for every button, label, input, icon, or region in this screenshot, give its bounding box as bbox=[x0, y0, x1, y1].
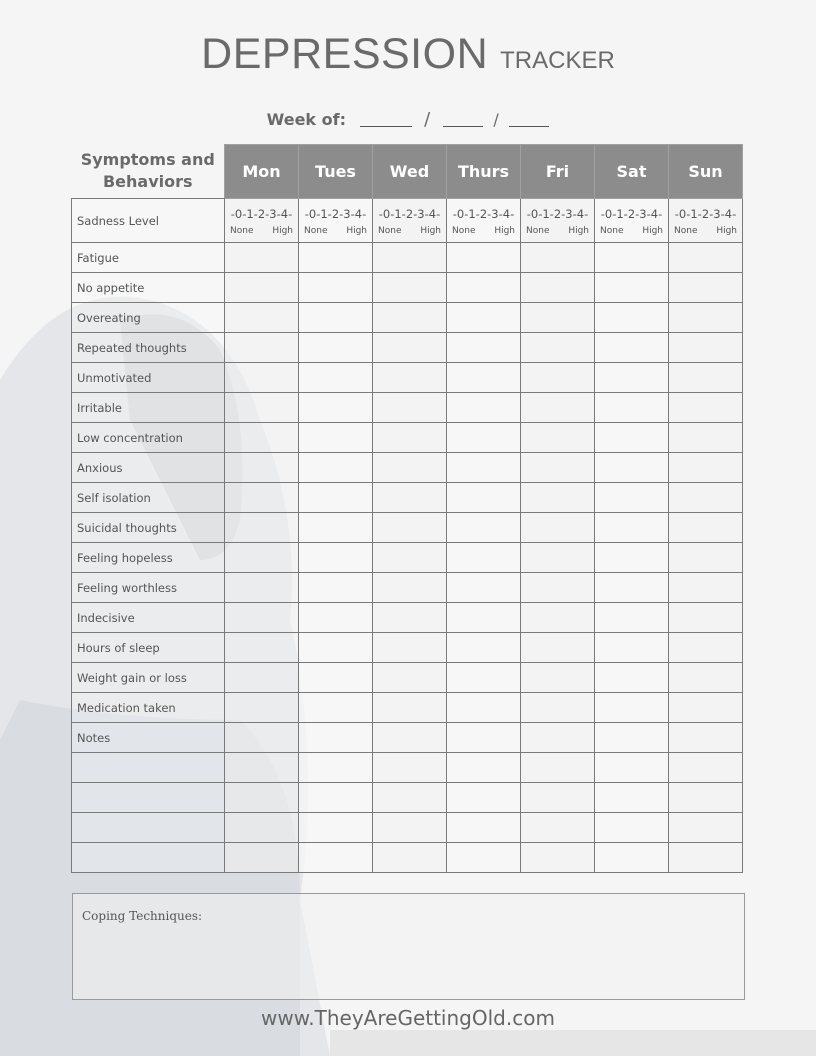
entry-cell[interactable] bbox=[447, 603, 521, 633]
sadness-scale bbox=[669, 205, 742, 237]
table-row bbox=[72, 813, 743, 843]
scale-ends bbox=[521, 225, 594, 237]
entry-cell[interactable] bbox=[595, 543, 669, 573]
entry-cell[interactable] bbox=[225, 513, 299, 543]
entry-cell[interactable] bbox=[225, 199, 299, 243]
row-label: Unmotivated bbox=[72, 363, 225, 393]
entry-cell[interactable] bbox=[373, 843, 447, 873]
table-row bbox=[72, 453, 743, 483]
entry-cell[interactable] bbox=[669, 843, 743, 873]
sadness-scale bbox=[595, 205, 668, 237]
row-label bbox=[72, 783, 225, 813]
table-row bbox=[72, 423, 743, 453]
row-label: Irritable bbox=[72, 393, 225, 423]
table-row bbox=[72, 633, 743, 663]
row-label: Repeated thoughts bbox=[72, 333, 225, 363]
entry-cell[interactable] bbox=[225, 273, 299, 303]
day-header-mon: Mon bbox=[225, 145, 299, 199]
scale-low-label: None bbox=[526, 225, 550, 236]
scale-low-label: None bbox=[378, 225, 402, 236]
entry-cell[interactable] bbox=[225, 393, 299, 423]
entry-cell[interactable] bbox=[373, 693, 447, 723]
sadness-scale bbox=[447, 205, 520, 237]
scale-ends bbox=[225, 225, 298, 237]
entry-cell[interactable] bbox=[669, 199, 743, 243]
entry-cell[interactable] bbox=[225, 783, 299, 813]
entry-cell[interactable] bbox=[373, 483, 447, 513]
table-row bbox=[72, 603, 743, 633]
entry-cell[interactable] bbox=[595, 603, 669, 633]
entry-cell[interactable] bbox=[669, 603, 743, 633]
entry-cell[interactable] bbox=[299, 303, 373, 333]
entry-cell[interactable] bbox=[299, 783, 373, 813]
entry-cell[interactable] bbox=[669, 333, 743, 363]
entry-cell[interactable] bbox=[595, 663, 669, 693]
scale-steps: -0-1-2-3-4- bbox=[526, 206, 589, 221]
table-row bbox=[72, 843, 743, 873]
day-header-wed: Wed bbox=[373, 145, 447, 199]
entry-cell[interactable] bbox=[595, 423, 669, 453]
entry-cell[interactable] bbox=[447, 573, 521, 603]
entry-cell[interactable] bbox=[447, 513, 521, 543]
entry-cell[interactable] bbox=[299, 513, 373, 543]
scale-high-label: High bbox=[272, 225, 293, 236]
entry-cell[interactable] bbox=[373, 603, 447, 633]
table-row bbox=[72, 753, 743, 783]
row-label: Feeling worthless bbox=[72, 573, 225, 603]
day-header-thurs: Thurs bbox=[447, 145, 521, 199]
entry-cell[interactable] bbox=[373, 363, 447, 393]
entry-cell[interactable] bbox=[521, 483, 595, 513]
entry-cell[interactable] bbox=[669, 693, 743, 723]
scale-steps: -0-1-2-3-4- bbox=[674, 206, 737, 221]
entry-cell[interactable] bbox=[225, 573, 299, 603]
entry-cell[interactable] bbox=[595, 303, 669, 333]
entry-cell[interactable] bbox=[447, 693, 521, 723]
entry-cell[interactable] bbox=[521, 783, 595, 813]
row-label: Overeating bbox=[72, 303, 225, 333]
entry-cell[interactable] bbox=[299, 843, 373, 873]
week-of-line bbox=[0, 109, 816, 130]
entry-cell[interactable] bbox=[595, 723, 669, 753]
day-header-sun: Sun bbox=[669, 145, 743, 199]
entry-cell[interactable] bbox=[447, 453, 521, 483]
entry-cell[interactable] bbox=[447, 843, 521, 873]
entry-cell[interactable] bbox=[225, 243, 299, 273]
entry-cell[interactable] bbox=[225, 813, 299, 843]
entry-cell[interactable] bbox=[225, 423, 299, 453]
scale-low-label: None bbox=[230, 225, 254, 236]
entry-cell[interactable] bbox=[299, 663, 373, 693]
entry-cell[interactable] bbox=[669, 633, 743, 663]
scale-low-label: None bbox=[452, 225, 476, 236]
entry-cell[interactable] bbox=[225, 633, 299, 663]
row-label: Sadness Level bbox=[72, 199, 225, 243]
entry-cell[interactable] bbox=[521, 663, 595, 693]
entry-cell[interactable] bbox=[225, 753, 299, 783]
table-row bbox=[72, 333, 743, 363]
entry-cell[interactable] bbox=[373, 273, 447, 303]
entry-cell[interactable] bbox=[521, 813, 595, 843]
title-sub: TRACKER bbox=[500, 47, 615, 74]
table-row bbox=[72, 783, 743, 813]
entry-cell[interactable] bbox=[669, 663, 743, 693]
entry-cell[interactable] bbox=[373, 423, 447, 453]
entry-cell[interactable] bbox=[669, 513, 743, 543]
entry-cell[interactable] bbox=[299, 273, 373, 303]
entry-cell[interactable] bbox=[225, 303, 299, 333]
entry-cell[interactable] bbox=[225, 663, 299, 693]
scale-high-label: High bbox=[568, 225, 589, 236]
entry-cell[interactable] bbox=[521, 423, 595, 453]
entry-cell[interactable] bbox=[521, 843, 595, 873]
entry-cell[interactable] bbox=[595, 633, 669, 663]
scale-high-label: High bbox=[494, 225, 515, 236]
scale-ends bbox=[299, 225, 372, 237]
entry-cell[interactable] bbox=[669, 573, 743, 603]
scale-low-label: None bbox=[304, 225, 328, 236]
entry-cell[interactable] bbox=[669, 273, 743, 303]
entry-cell[interactable] bbox=[447, 303, 521, 333]
scale-low-label: None bbox=[600, 225, 624, 236]
coping-techniques-box[interactable] bbox=[72, 893, 745, 1000]
entry-cell[interactable] bbox=[373, 393, 447, 423]
entry-cell[interactable] bbox=[225, 333, 299, 363]
entry-cell[interactable] bbox=[595, 513, 669, 543]
entry-cell[interactable] bbox=[521, 273, 595, 303]
entry-cell[interactable] bbox=[447, 813, 521, 843]
entry-cell[interactable] bbox=[373, 199, 447, 243]
entry-cell[interactable] bbox=[595, 393, 669, 423]
entry-cell[interactable] bbox=[595, 273, 669, 303]
entry-cell[interactable] bbox=[373, 543, 447, 573]
entry-cell[interactable] bbox=[595, 483, 669, 513]
title-main: DEPRESSION bbox=[201, 30, 489, 78]
entry-cell[interactable] bbox=[521, 753, 595, 783]
row-label: No appetite bbox=[72, 273, 225, 303]
entry-cell[interactable] bbox=[521, 363, 595, 393]
row-label: Feeling hopeless bbox=[72, 543, 225, 573]
entry-cell[interactable] bbox=[225, 363, 299, 393]
coping-techniques-label: Coping Techniques: bbox=[82, 909, 203, 923]
entry-cell[interactable] bbox=[299, 423, 373, 453]
entry-cell[interactable] bbox=[447, 633, 521, 663]
day-header-tues: Tues bbox=[299, 145, 373, 199]
scale-high-label: High bbox=[642, 225, 663, 236]
scale-ends bbox=[595, 225, 668, 237]
entry-cell[interactable] bbox=[521, 543, 595, 573]
scale-ends bbox=[373, 225, 446, 237]
day-header-fri: Fri bbox=[521, 145, 595, 199]
page-title bbox=[0, 30, 816, 79]
entry-cell[interactable] bbox=[373, 573, 447, 603]
scale-steps: -0-1-2-3-4- bbox=[600, 206, 663, 221]
table-row bbox=[72, 723, 743, 753]
entry-cell[interactable] bbox=[669, 483, 743, 513]
sadness-scale bbox=[225, 205, 298, 237]
entry-cell[interactable] bbox=[299, 693, 373, 723]
scale-high-label: High bbox=[346, 225, 367, 236]
table-row bbox=[72, 363, 743, 393]
entry-cell[interactable] bbox=[595, 243, 669, 273]
entry-cell[interactable] bbox=[373, 783, 447, 813]
table-row bbox=[72, 693, 743, 723]
symptom-table bbox=[71, 144, 743, 873]
week-month-blank[interactable] bbox=[360, 110, 412, 127]
footer-url: www.TheyAreGettingOld.com bbox=[261, 1006, 555, 1030]
entry-cell[interactable] bbox=[669, 783, 743, 813]
entry-cell[interactable] bbox=[299, 633, 373, 663]
entry-cell[interactable] bbox=[447, 393, 521, 423]
table-row bbox=[72, 199, 743, 243]
entry-cell[interactable] bbox=[595, 843, 669, 873]
entry-cell[interactable] bbox=[373, 723, 447, 753]
entry-cell[interactable] bbox=[299, 723, 373, 753]
entry-cell[interactable] bbox=[299, 483, 373, 513]
row-label: Hours of sleep bbox=[72, 633, 225, 663]
entry-cell[interactable] bbox=[299, 243, 373, 273]
row-label: Weight gain or loss bbox=[72, 663, 225, 693]
table-row bbox=[72, 243, 743, 273]
entry-cell[interactable] bbox=[669, 393, 743, 423]
entry-cell[interactable] bbox=[521, 513, 595, 543]
entry-cell[interactable] bbox=[447, 783, 521, 813]
entry-cell[interactable] bbox=[373, 663, 447, 693]
entry-cell[interactable] bbox=[669, 363, 743, 393]
scale-steps: -0-1-2-3-4- bbox=[230, 206, 293, 221]
row-label bbox=[72, 843, 225, 873]
entry-cell[interactable] bbox=[521, 333, 595, 363]
entry-cell[interactable] bbox=[669, 303, 743, 333]
entry-cell[interactable] bbox=[373, 513, 447, 543]
entry-cell[interactable] bbox=[669, 723, 743, 753]
entry-cell[interactable] bbox=[447, 753, 521, 783]
entry-cell[interactable] bbox=[373, 453, 447, 483]
entry-cell[interactable] bbox=[595, 333, 669, 363]
entry-cell[interactable] bbox=[373, 333, 447, 363]
entry-cell[interactable] bbox=[521, 723, 595, 753]
table-row bbox=[72, 543, 743, 573]
week-year-blank[interactable] bbox=[509, 110, 549, 127]
row-label: Fatigue bbox=[72, 243, 225, 273]
row-label: Indecisive bbox=[72, 603, 225, 633]
entry-cell[interactable] bbox=[669, 753, 743, 783]
entry-cell[interactable] bbox=[299, 363, 373, 393]
table-row bbox=[72, 393, 743, 423]
entry-cell[interactable] bbox=[373, 243, 447, 273]
row-label: Suicidal thoughts bbox=[72, 513, 225, 543]
row-label bbox=[72, 753, 225, 783]
table-row bbox=[72, 663, 743, 693]
entry-cell[interactable] bbox=[669, 243, 743, 273]
week-slash-2: / bbox=[493, 110, 499, 129]
scale-ends bbox=[669, 225, 742, 237]
entry-cell[interactable] bbox=[447, 243, 521, 273]
entry-cell[interactable] bbox=[447, 273, 521, 303]
entry-cell[interactable] bbox=[595, 363, 669, 393]
entry-cell[interactable] bbox=[521, 693, 595, 723]
entry-cell[interactable] bbox=[595, 693, 669, 723]
entry-cell[interactable] bbox=[669, 453, 743, 483]
entry-cell[interactable] bbox=[595, 453, 669, 483]
entry-cell[interactable] bbox=[447, 543, 521, 573]
entry-cell[interactable] bbox=[299, 199, 373, 243]
entry-cell[interactable] bbox=[595, 573, 669, 603]
row-label: Low concentration bbox=[72, 423, 225, 453]
entry-cell[interactable] bbox=[225, 843, 299, 873]
scale-steps: -0-1-2-3-4- bbox=[452, 206, 515, 221]
entry-cell[interactable] bbox=[373, 813, 447, 843]
entry-cell[interactable] bbox=[373, 753, 447, 783]
sadness-scale bbox=[373, 205, 446, 237]
week-label: Week of: bbox=[266, 110, 346, 129]
entry-cell[interactable] bbox=[299, 573, 373, 603]
entry-cell[interactable] bbox=[373, 303, 447, 333]
table-row bbox=[72, 303, 743, 333]
entry-cell[interactable] bbox=[447, 363, 521, 393]
sadness-scale bbox=[299, 205, 372, 237]
entry-cell[interactable] bbox=[521, 453, 595, 483]
row-label bbox=[72, 813, 225, 843]
entry-cell[interactable] bbox=[447, 333, 521, 363]
row-label: Medication taken bbox=[72, 693, 225, 723]
entry-cell[interactable] bbox=[669, 813, 743, 843]
entry-cell[interactable] bbox=[595, 783, 669, 813]
entry-cell[interactable] bbox=[447, 199, 521, 243]
scale-low-label: None bbox=[674, 225, 698, 236]
entry-cell[interactable] bbox=[521, 573, 595, 603]
entry-cell[interactable] bbox=[225, 483, 299, 513]
entry-cell[interactable] bbox=[225, 603, 299, 633]
scale-steps: -0-1-2-3-4- bbox=[378, 206, 441, 221]
day-header-sat: Sat bbox=[595, 145, 669, 199]
entry-cell[interactable] bbox=[669, 423, 743, 453]
entry-cell[interactable] bbox=[299, 393, 373, 423]
entry-cell[interactable] bbox=[447, 723, 521, 753]
entry-cell[interactable] bbox=[225, 453, 299, 483]
entry-cell[interactable] bbox=[225, 693, 299, 723]
entry-cell[interactable] bbox=[521, 603, 595, 633]
entry-cell[interactable] bbox=[299, 543, 373, 573]
sadness-scale bbox=[521, 205, 594, 237]
entry-cell[interactable] bbox=[299, 333, 373, 363]
entry-cell[interactable] bbox=[521, 303, 595, 333]
entry-cell[interactable] bbox=[447, 663, 521, 693]
entry-cell[interactable] bbox=[595, 199, 669, 243]
week-day-blank[interactable] bbox=[443, 110, 483, 127]
entry-cell[interactable] bbox=[447, 423, 521, 453]
row-label: Anxious bbox=[72, 453, 225, 483]
entry-cell[interactable] bbox=[373, 633, 447, 663]
scale-high-label: High bbox=[420, 225, 441, 236]
entry-cell[interactable] bbox=[521, 633, 595, 663]
table-row bbox=[72, 573, 743, 603]
entry-cell[interactable] bbox=[299, 603, 373, 633]
scale-steps: -0-1-2-3-4- bbox=[304, 206, 367, 221]
entry-cell[interactable] bbox=[595, 753, 669, 783]
table-row bbox=[72, 513, 743, 543]
week-slash-1: / bbox=[424, 109, 431, 130]
symptoms-column-header: Symptoms and Behaviors bbox=[72, 145, 225, 199]
table-row bbox=[72, 483, 743, 513]
entry-cell[interactable] bbox=[521, 199, 595, 243]
row-label: Self isolation bbox=[72, 483, 225, 513]
entry-cell[interactable] bbox=[669, 543, 743, 573]
entry-cell[interactable] bbox=[521, 393, 595, 423]
scale-ends bbox=[447, 225, 520, 237]
entry-cell[interactable] bbox=[595, 813, 669, 843]
entry-cell[interactable] bbox=[299, 453, 373, 483]
scale-high-label: High bbox=[716, 225, 737, 236]
entry-cell[interactable] bbox=[225, 723, 299, 753]
entry-cell[interactable] bbox=[299, 813, 373, 843]
row-label: Notes bbox=[72, 723, 225, 753]
entry-cell[interactable] bbox=[521, 243, 595, 273]
entry-cell[interactable] bbox=[299, 753, 373, 783]
entry-cell[interactable] bbox=[447, 483, 521, 513]
entry-cell[interactable] bbox=[225, 543, 299, 573]
table-row bbox=[72, 273, 743, 303]
